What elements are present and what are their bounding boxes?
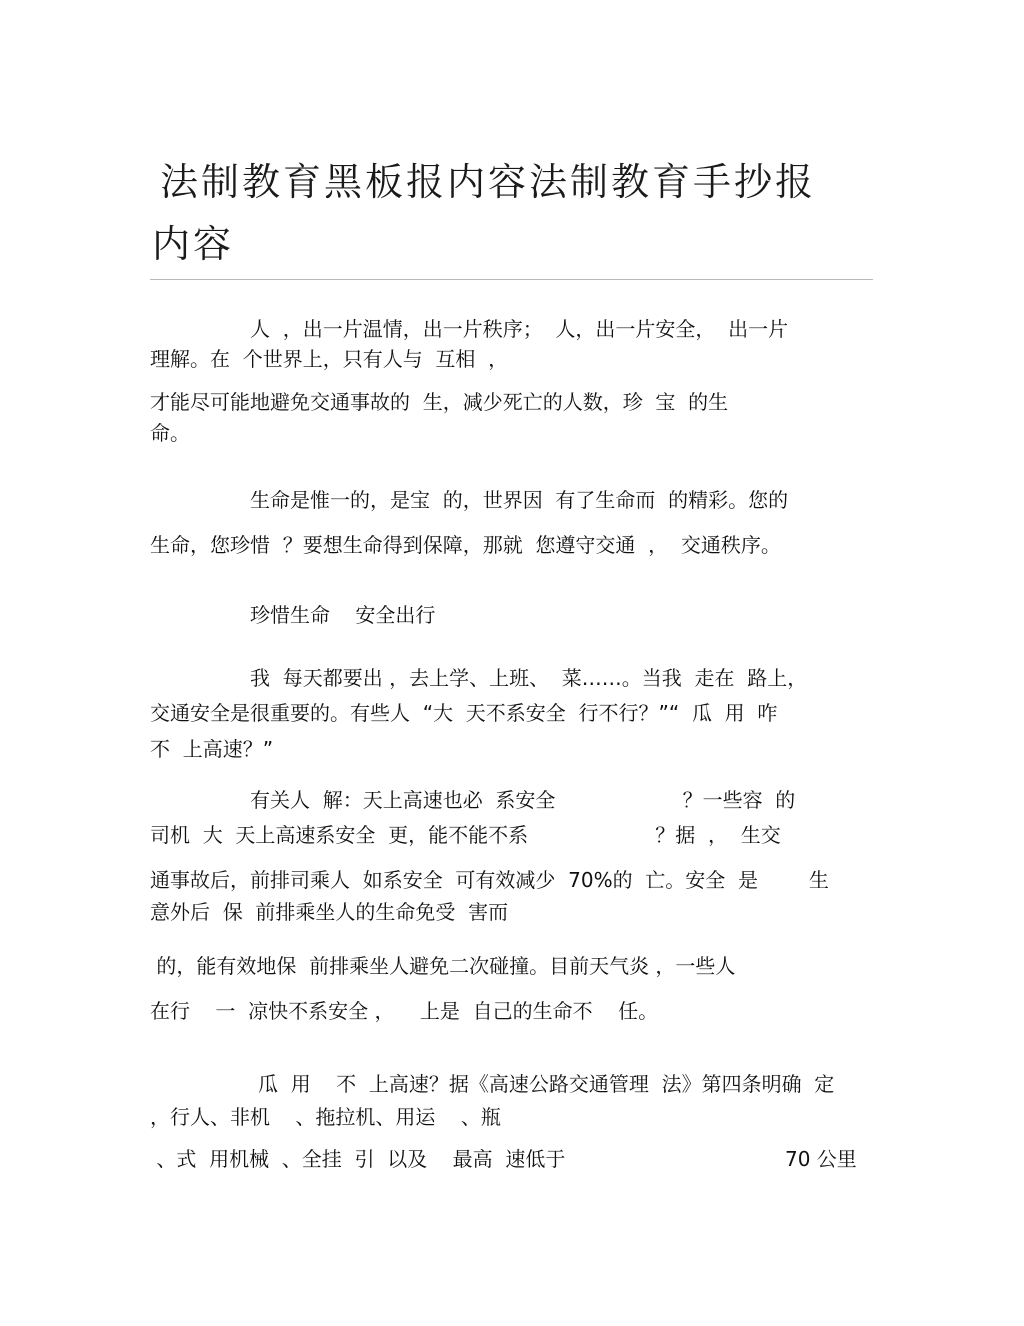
paragraph-line: 、式 用机械 、全挂 引 以及 最高 速低于 (150, 1147, 566, 1171)
paragraph-line: 有关人 解：天上高速也必 系安全 ？一些容 的 (250, 788, 796, 812)
paragraph-line: 人 ，出一片温情，出一片秩序； 人，出一片安全， 出一片 (250, 317, 789, 341)
section-heading: 珍惜生命 安全出行 (250, 603, 436, 627)
paragraph-line: 在行 一 凉快不系安全 ， 上是 自己的生命不 任。 (150, 999, 659, 1023)
paragraph-line: 我 每天都要出 ，去上学、上班、 菜……。当我 走在 路上， (250, 666, 808, 690)
paragraph-line: 瓜 用 不 上高速？据《高速公路交通管理 法》第四条明确 定 (258, 1072, 835, 1096)
paragraph-line-end: 70 公里 (785, 1147, 857, 1171)
paragraph-line: 命。 (150, 421, 190, 445)
paragraph-line: 才能尽可能地避免交通事故的 生，减少死亡的人数，珍 宝 的生 (150, 390, 729, 414)
title-divider (150, 279, 873, 280)
paragraph-line: 理解。在 个世界上，只有人与 互相 ， (150, 347, 509, 371)
paragraph-line: ，行人、非机 、拖拉机、用运 、瓶 (150, 1105, 501, 1129)
paragraph-line: 司机 大 天上高速系安全 更，能不能不系 ？据 ， 生交 (150, 823, 781, 847)
paragraph-line: 生命是惟一的，是宝 的，世界因 有了生命而 的精彩。您的 (250, 488, 789, 512)
paragraph-line: 生命，您珍惜 ？要想生命得到保障，那就 您遵守交通 ， 交通秩序。 (150, 533, 781, 557)
paragraph-line: 交通安全是很重要的。有些人 “大 天不系安全 行不行？”“ 瓜 用 咋 (150, 701, 778, 725)
paragraph-line: 的，能有效地保 前排乘坐人避免二次碰撞。目前天气炎 ，一些人 (150, 954, 736, 978)
document-title-line-1: 法制教育黑板报内容法制教育手抄报 (160, 160, 817, 204)
paragraph-line: 不 上高速？” (150, 737, 274, 761)
paragraph-line: 通事故后，前排司乘人 如系安全 可有效减少 70%的 亡。安全 是 生 (150, 868, 829, 892)
paragraph-line: 意外后 保 前排乘坐人的生命免受 害而 (150, 900, 509, 924)
document-title-line-2: 内容 (152, 222, 235, 266)
